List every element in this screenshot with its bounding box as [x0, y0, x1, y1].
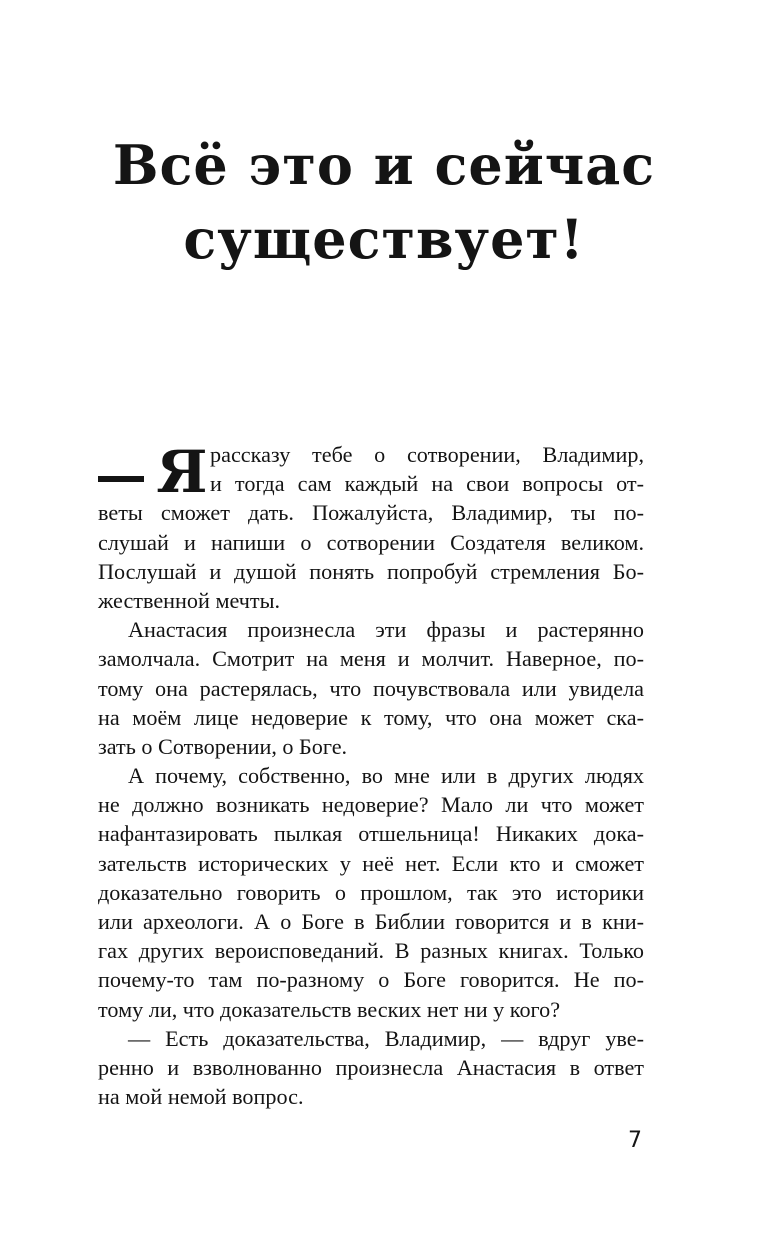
text-line: А почему, собственно, во мне или в других людях [128, 763, 644, 789]
text-line: гах других вероисповеданий. В разных книгах. Только [98, 938, 644, 964]
text-line: ренно и взволнованно произнесла Анастасия в ответ [98, 1054, 644, 1080]
text-line: замолчала. Смотрит на меня и молчит. Наверное, по- [98, 646, 644, 672]
text-line: доказательно говорить о прошлом, так это историки [98, 879, 644, 905]
chapter-title-line-2: существует! [183, 207, 585, 271]
text-line: тому ли, что доказательств веских нет ни у кого? [98, 996, 561, 1022]
text-line: не должно возникать недоверие? Мало ли что может [98, 792, 644, 818]
text-line: и тогда сам каждый на свои вопросы от- [210, 471, 644, 497]
text-line: или археологи. А о Боге в Библии говорится и в кни- [98, 909, 644, 934]
text-line: Анастасия произнесла эти фразы и растерянно [128, 617, 644, 643]
text-line: — Есть доказательства, Владимир, — вдруг уве- [128, 1025, 644, 1051]
text-line: нафантазировать пылкая отшельница! Никаких дока- [98, 821, 644, 847]
text-line: жественной мечты. [98, 587, 281, 613]
text-line: зательств исторических у неё нет. Если кто и сможет [98, 850, 644, 876]
drop-cap-letter: Я [156, 438, 208, 506]
text-line: рассказу тебе о сотворении, Владимир, [210, 442, 644, 467]
paragraph-3 [98, 761, 644, 1024]
text-line: на моём лице недоверие к тому, что она может ска- [98, 704, 644, 730]
text-line: веты сможет дать. Пожалуйста, Владимир, ты по- [98, 500, 644, 526]
chapter-title-line-1: Всё это и сейчас [112, 133, 656, 197]
chapter-title [60, 128, 708, 276]
body-text [98, 440, 644, 1111]
page-number: 7 [628, 1128, 642, 1153]
text-line: тому она растерялась, что почувствовала или увидела [98, 675, 644, 701]
paragraph-1 [98, 440, 644, 615]
text-line: почему-то там по-разному о Боге говорится. Не по- [98, 967, 644, 993]
text-line: зать о Сотворении, о Боге. [98, 733, 348, 759]
paragraph-4 [98, 1024, 644, 1112]
text-line: слушай и напиши о сотворении Создателя великом. [98, 529, 644, 555]
text-line: на мой немой вопрос. [98, 1084, 304, 1110]
paragraph-2 [98, 615, 644, 761]
text-line: Послушай и душой понять попробуй стремления Бо- [98, 558, 644, 584]
opening-dash [98, 476, 144, 482]
